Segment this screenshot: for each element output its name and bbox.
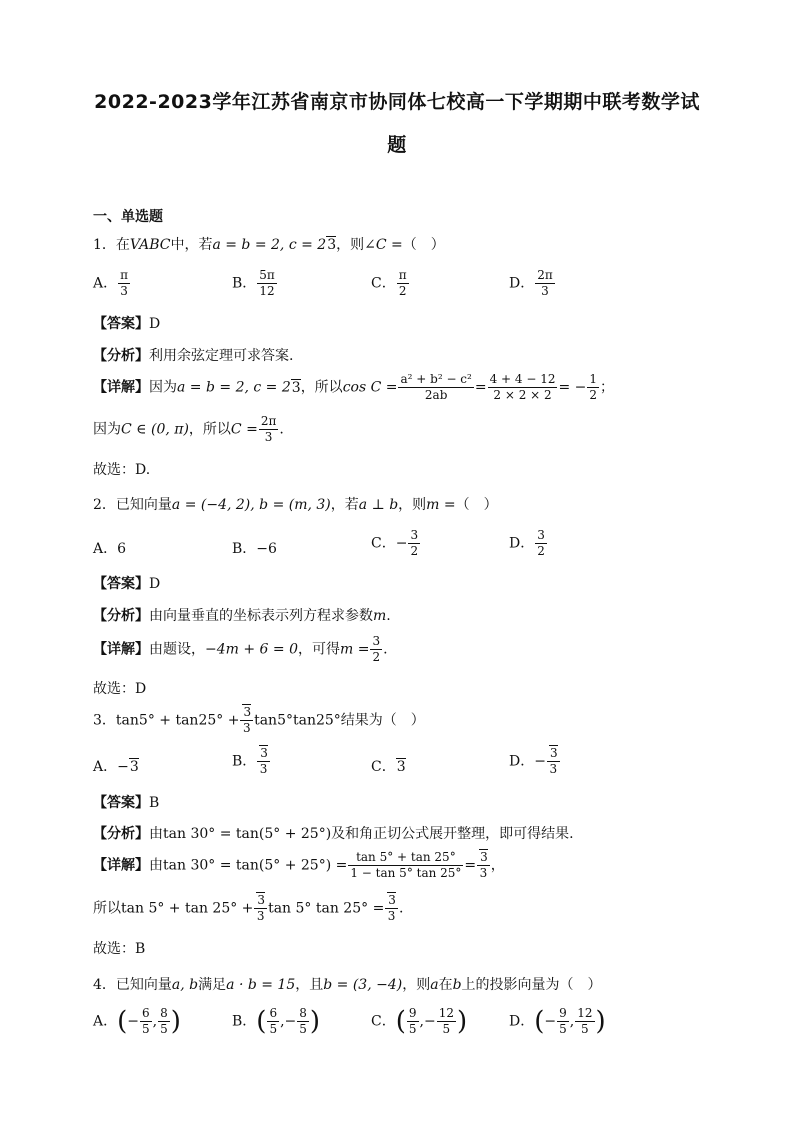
q2-choose: 故选：D [93,681,147,697]
q3-detail-2: 所以tan 5° + tan 25° + $\frac{3}{3}$ tan 5° tan 25° = $\frac{3}{3}$ . [93,893,404,923]
q3-analysis: 【分析】由tan 30° = tan(5° + 25°)及和角正切公式展开整理，即可得结果. [93,826,574,842]
q4-option-a: A．(− $\frac{6}{5}$ , $\frac{8}{5}$ ) [93,1006,181,1037]
q1-option-a: A． $\frac{\pi}{3}$ [93,268,129,298]
q1-detail: 【详解】因为a = b = 2, c = 23，所以cos C = $\frac{\text{a² + b² − c²}}{2ab}$ = $\frac{4 + 4 - 12}{2 \times 2 \times 2}$ = − $\frac{1}{2}$ ； [93,372,615,402]
q1-analysis: 【分析】利用余弦定理可求答案. [93,348,294,364]
q4-option-b: B．( $\frac{6}{5}$ ,− $\frac{8}{5}$ ) [232,1006,321,1037]
q1-stem: 1．在VABC中，若a = b = 2, c = 23，则∠C =（ ） [93,237,445,253]
q3-stem: 3．tan5° + tan25° + $\frac{3}{3}$ tan5°tan25°结果为（ ） [93,705,425,735]
q2-option-d: D． $\frac{3}{2}$ [509,528,545,558]
doc-title-line1: 2022-2023学年江苏省南京市协同体七校高一下学期期中联考数学试 [94,91,700,113]
q3-option-b: B． $\frac{3}{3}$ [232,746,268,776]
q2-option-a: A．6 [93,541,127,557]
q1-answer: 【答案】D [93,316,161,332]
q2-detail: 【详解】由题设，−4m + 6 = 0，可得m = $\frac{3}{2}$ . [93,634,388,664]
q1-option-d: D． $\frac{2\pi}{3}$ [509,268,553,298]
q3-option-d: D．− $\frac{3}{3}$ [509,746,558,776]
doc-title-line2: 题 [387,134,407,156]
q2-analysis: 【分析】由向量垂直的坐标表示列方程求参数m. [93,608,391,624]
q3-option-a: A．−3 [93,759,139,775]
q4-option-c: C．( $\frac{9}{5}$ ,− $\frac{12}{5}$ ) [371,1006,468,1037]
q2-stem: 2．已知向量a = (−4, 2), b = (m, 3)，若a ⊥ b，则m =（ ） [93,497,498,513]
q4-option-d: D．(− $\frac{9}{5}$ , $\frac{12}{5}$ ) [509,1006,606,1037]
q2-option-c: C．− $\frac{3}{2}$ [371,528,419,558]
q3-option-c: C．3 [371,759,406,775]
q2-answer: 【答案】D [93,576,161,592]
q1-choose: 故选：D. [93,462,151,478]
q3-choose: 故选：B [93,941,146,957]
q4-stem: 4．已知向量a, b满足a · b = 15，且b = (3, −4)，则a在b上的投影向量为（ ） [93,977,602,993]
q2-option-b: B．−6 [232,541,277,557]
q1-option-c: C． $\frac{\pi}{2}$ [371,268,407,298]
q1-detail-2: 因为C ∈ (0, π)，所以C = $\frac{2\pi}{3}$ . [93,414,284,444]
q3-answer: 【答案】B [93,795,160,811]
q3-detail: 【详解】由tan 30° = tan(5° + 25°) = $\frac{\tan 5^\circ + \tan 25^\circ}{1 - \tan 5^\circ \tan 25^\circ}$ = $\frac{3}{3}$ ， [93,850,505,880]
q1-option-b: B． $\frac{5\pi}{12}$ [232,268,275,298]
section-heading: 一、单选题 [93,209,163,225]
